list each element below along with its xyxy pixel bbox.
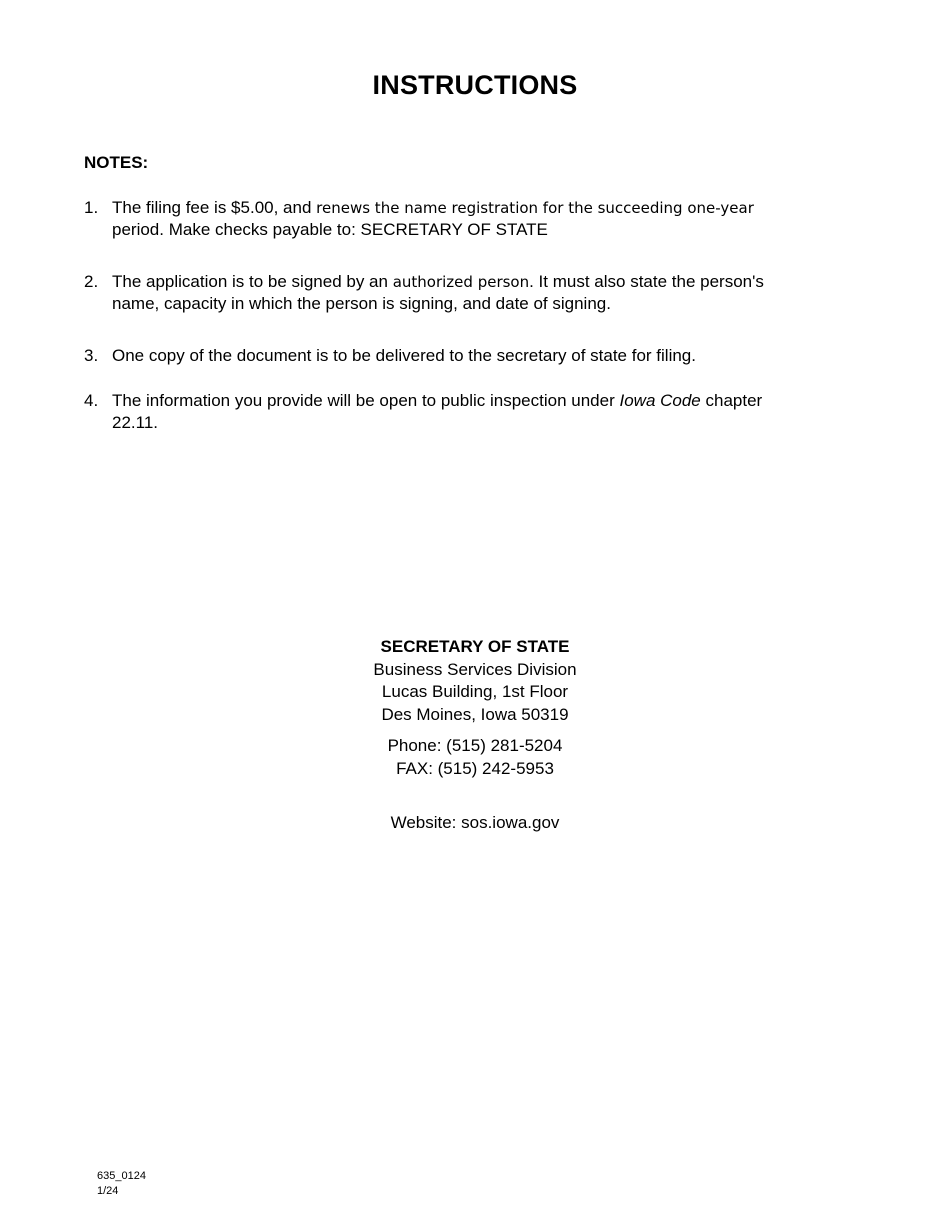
contact-website: Website: sos.iowa.gov (390, 813, 560, 832)
note-text-part: authorized person (392, 273, 530, 291)
note-text-part: 22.11. (112, 413, 159, 432)
note-text-part: name, capacity in which the person is signing, and date of signing. (112, 294, 611, 313)
note-number: 3. (84, 346, 99, 365)
note-number: 2. (84, 272, 99, 291)
contact-block (0, 636, 950, 835)
contact-division: Business Services Division (373, 659, 577, 679)
notes-heading: NOTES: (84, 153, 149, 172)
note-text-part: renews the name registration for the succeeding one-year (316, 199, 754, 217)
note-text (112, 197, 824, 241)
note-number: 1. (84, 198, 99, 217)
note-text-part: The information you provide will be open to public inspection under (112, 391, 615, 410)
form-date: 1/24 (97, 1185, 119, 1197)
note-text-part: period. Make checks payable to: SECRETARY OF STATE (112, 220, 548, 239)
note-text (112, 390, 824, 434)
note-text-part: chapter (705, 391, 763, 410)
note-text-part: One copy of the document is to be delivered to the secretary of state for filing. (112, 346, 696, 365)
note-text-part: The application is to be signed by an (112, 272, 388, 291)
form-code: 635_0124 (97, 1170, 146, 1182)
note-text (112, 345, 824, 367)
contact-org: SECRETARY OF STATE (380, 637, 570, 656)
note-text-italic: Iowa Code (619, 391, 701, 410)
note-number: 4. (84, 391, 99, 410)
contact-fax: FAX: (515) 242-5953 (396, 758, 554, 778)
contact-city: Des Moines, Iowa 50319 (381, 704, 569, 724)
page-title: INSTRUCTIONS (372, 70, 578, 100)
note-text (112, 271, 824, 315)
note-text-part: . It must also state the person's (529, 272, 764, 291)
note-text-part: The filing fee is $5.00, and (112, 198, 312, 217)
form-code-block (97, 1169, 146, 1199)
contact-building: Lucas Building, 1st Floor (381, 682, 569, 701)
contact-phone: Phone: (515) 281-5204 (387, 736, 563, 755)
